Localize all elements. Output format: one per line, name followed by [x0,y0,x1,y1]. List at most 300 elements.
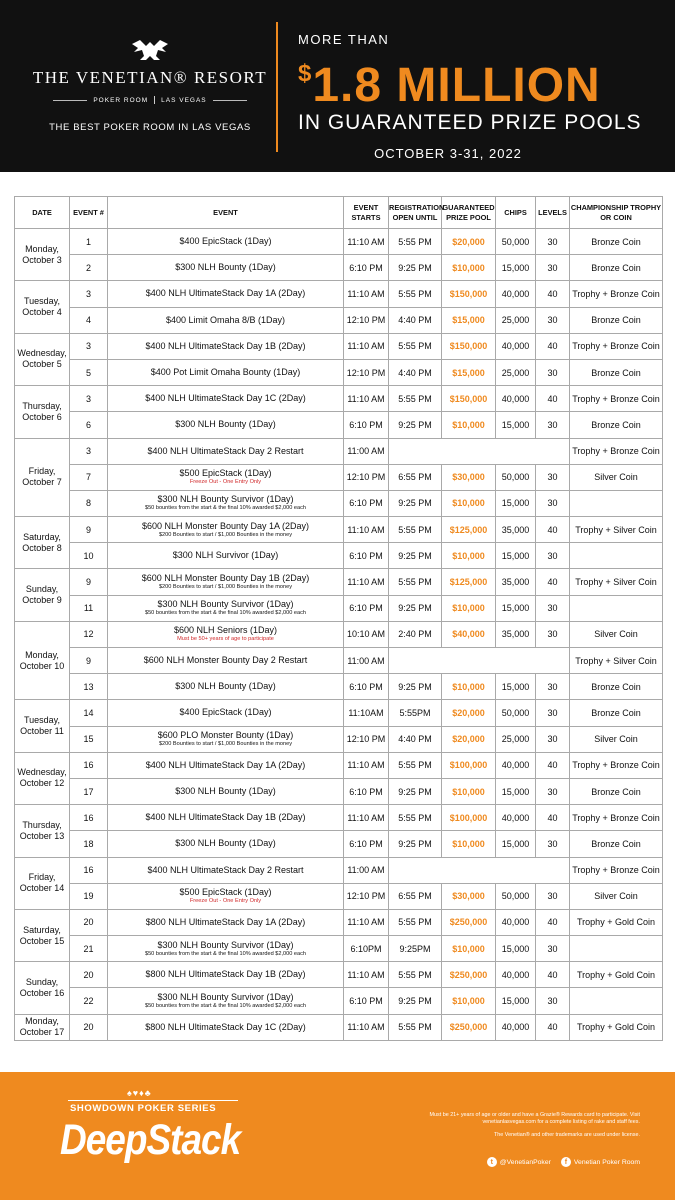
event-start-cell: 6:10 PM [344,674,389,700]
chips-cell: 35,000 [496,621,536,647]
levels-cell: 40 [536,333,570,359]
twitter-handle: @VenetianPoker [499,1158,551,1166]
registration-cell: 4:40 PM [389,307,442,333]
facebook-link[interactable] [561,1157,640,1167]
chips-cell: 40,000 [496,333,536,359]
deepstack-logo: DeepStack [60,1116,241,1164]
event-number-cell: 17 [70,778,108,804]
levels-cell: 30 [536,700,570,726]
trophy-cell: Silver Coin [570,883,663,909]
prize-pool-cell: $15,000 [442,307,496,333]
event-name: $300 NLH Bounty (1Day) [175,419,276,430]
event-number-cell: 7 [70,464,108,490]
chips-cell: 40,000 [496,805,536,831]
prize-pool-cell: $100,000 [442,805,496,831]
promo-block [298,32,658,161]
twitter-icon: t [487,1157,497,1167]
levels-cell: 30 [536,988,570,1014]
col-header-date: DATE [15,197,70,229]
table-row [15,333,663,359]
table-row [15,386,663,412]
col-header-starts: EVENT STARTS [344,197,389,229]
event-name-cell [108,255,344,281]
divider [68,1100,238,1101]
orange-divider [276,22,278,152]
date-cell: Saturday, October 15 [15,909,70,961]
table-row [15,936,663,962]
prize-pool-cell: $20,000 [442,726,496,752]
chips-cell: 35,000 [496,517,536,543]
prize-pool-cell: $10,000 [442,595,496,621]
trophy-cell: Trophy + Bronze Coin [570,333,663,359]
event-note: $50 bounties from the start & the final 10% awarded $2,000 each [144,610,307,617]
event-number-cell: 20 [70,962,108,988]
event-start-cell: 11:10 AM [344,229,389,255]
chips-cell: 15,000 [496,490,536,516]
event-note: $50 bounties from the start & the final 10% awarded $2,000 each [144,1003,307,1010]
table-row [15,359,663,385]
trophy-cell: Trophy + Bronze Coin [570,752,663,778]
footer-banner [0,1072,675,1200]
registration-cell: 5:55 PM [389,909,442,935]
date-cell: Monday, October 17 [15,1014,70,1040]
col-header-event-num: EVENT # [70,197,108,229]
registration-cell: 5:55 PM [389,805,442,831]
event-name-cell [108,229,344,255]
trophy-cell [570,490,663,516]
trophy-cell: Bronze Coin [570,700,663,726]
event-note: Freeze Out - One Entry Only [189,479,262,486]
levels-cell: 30 [536,595,570,621]
promo-amount-value: 1.8 MILLION [312,59,601,112]
prize-pool-cell: $250,000 [442,909,496,935]
prize-pool-cell: $10,000 [442,412,496,438]
levels-cell: 30 [536,543,570,569]
registration-cell: 4:40 PM [389,726,442,752]
levels-cell: 30 [536,255,570,281]
chips-cell: 50,000 [496,229,536,255]
event-number-cell: 5 [70,359,108,385]
event-name-cell [108,621,344,647]
trophy-cell: Silver Coin [570,726,663,752]
event-start-cell: 6:10 PM [344,831,389,857]
trophy-cell: Trophy + Silver Coin [570,569,663,595]
event-name: $300 NLH Bounty (1Day) [175,838,276,849]
col-header-trophy: CHAMPIONSHIP TROPHY OR COIN [570,197,663,229]
event-name-cell [108,700,344,726]
levels-cell: 30 [536,490,570,516]
registration-cell: 9:25 PM [389,595,442,621]
event-name: $400 NLH UltimateStack Day 1A (2Day) [145,288,306,299]
prize-pool-cell: $250,000 [442,962,496,988]
schedule-table [14,196,663,1041]
event-start-cell: 6:10 PM [344,595,389,621]
trophy-cell: Bronze Coin [570,412,663,438]
event-name: $600 NLH Monster Bounty Day 1B (2Day) [141,573,310,584]
date-cell: Friday, October 14 [15,857,70,909]
col-header-prize: GUARANTEED PRIZE POOL [442,197,496,229]
col-header-chips: CHIPS [496,197,536,229]
registration-cell: 9:25 PM [389,778,442,804]
registration-cell: 9:25 PM [389,543,442,569]
event-name-cell [108,386,344,412]
event-number-cell: 16 [70,805,108,831]
prize-pool-cell: $125,000 [442,569,496,595]
event-number-cell: 14 [70,700,108,726]
registration-cell: 9:25 PM [389,831,442,857]
prize-pool-cell: $30,000 [442,883,496,909]
event-name-cell [108,962,344,988]
event-start-cell: 11:00 AM [344,438,389,464]
levels-cell: 30 [536,778,570,804]
trophy-cell: Trophy + Bronze Coin [570,386,663,412]
event-name-cell [108,359,344,385]
event-start-cell: 11:10 AM [344,281,389,307]
event-note: $200 Bounties to start / $1,000 Bounties in the money [158,531,293,538]
event-name-cell [108,281,344,307]
table-row [15,490,663,516]
prize-pool-cell: $10,000 [442,831,496,857]
event-number-cell: 12 [70,621,108,647]
levels-cell: 40 [536,386,570,412]
event-number-cell: 9 [70,517,108,543]
event-name: $400 EpicStack (1Day) [179,236,272,247]
chips-cell: 15,000 [496,831,536,857]
table-row [15,962,663,988]
table-row [15,752,663,778]
chips-cell: 15,000 [496,412,536,438]
levels-cell: 30 [536,229,570,255]
promo-amount [298,49,658,111]
event-number-cell: 3 [70,281,108,307]
date-cell: Sunday, October 9 [15,569,70,621]
twitter-link[interactable] [487,1157,551,1167]
date-cell: Thursday, October 6 [15,386,70,438]
trophy-cell: Trophy + Bronze Coin [570,281,663,307]
registration-cell: 9:25 PM [389,255,442,281]
prize-pool-cell: $10,000 [442,988,496,1014]
table-row [15,412,663,438]
col-header-registration: REGISTRATION OPEN UNTIL [389,197,442,229]
event-note: Must be 50+ years of age to participate [177,636,274,643]
levels-cell: 40 [536,569,570,595]
promo-pools: IN GUARANTEED PRIZE POOLS [298,111,642,134]
date-cell: Friday, October 7 [15,438,70,517]
event-name-cell [108,648,344,674]
event-name: $400 Pot Limit Omaha Bounty (1Day) [150,367,301,378]
prize-pool-cell: $30,000 [442,464,496,490]
divider [53,100,87,101]
registration-cell: 5:55PM [389,700,442,726]
chips-cell: 35,000 [496,569,536,595]
registration-cell: 9:25PM [389,936,442,962]
event-start-cell: 11:10 AM [344,962,389,988]
divider [213,100,247,101]
col-header-event: EVENT [108,197,344,229]
date-cell: Sunday, October 16 [15,962,70,1014]
event-name-cell [108,831,344,857]
table-row [15,517,663,543]
event-name-cell [108,307,344,333]
table-row [15,648,663,674]
event-name: $300 NLH Bounty Survivor (1Day) [157,494,294,505]
prize-pool-cell: $150,000 [442,333,496,359]
levels-cell: 30 [536,621,570,647]
table-row [15,831,663,857]
trophy-cell [570,936,663,962]
winged-lion-icon [128,38,172,64]
event-name-cell [108,778,344,804]
registration-cell: 9:25 PM [389,490,442,516]
event-start-cell: 11:10 AM [344,909,389,935]
table-row [15,281,663,307]
event-name: $300 NLH Bounty Survivor (1Day) [157,599,294,610]
date-cell: Tuesday, October 11 [15,700,70,752]
card-suits-icon: ♠♥♦♣ [127,1088,152,1098]
schedule-body [15,229,663,1041]
registration-cell: 2:40 PM [389,621,442,647]
event-number-cell: 3 [70,333,108,359]
brand-name: THE VENETIAN® RESORT [32,68,268,87]
chips-cell: 40,000 [496,752,536,778]
event-start-cell: 12:10 PM [344,464,389,490]
event-number-cell: 4 [70,307,108,333]
trophy-cell: Bronze Coin [570,229,663,255]
registration-cell: 5:55 PM [389,333,442,359]
chips-cell: 15,000 [496,674,536,700]
chips-cell: 15,000 [496,543,536,569]
event-name: $400 EpicStack (1Day) [179,707,272,718]
prize-pool-cell: $150,000 [442,386,496,412]
chips-cell: 15,000 [496,936,536,962]
facebook-handle: Venetian Poker Room [573,1158,640,1166]
event-number-cell: 16 [70,752,108,778]
event-name: $300 NLH Bounty (1Day) [175,262,276,273]
chips-cell: 25,000 [496,726,536,752]
date-cell: Wednesday, October 5 [15,333,70,385]
event-start-cell: 6:10 PM [344,255,389,281]
table-row [15,438,663,464]
trophy-cell: Bronze Coin [570,674,663,700]
event-number-cell: 9 [70,648,108,674]
prize-pool-cell: $20,000 [442,229,496,255]
event-number-cell: 20 [70,1014,108,1040]
trophy-cell: Bronze Coin [570,831,663,857]
event-name-cell [108,490,344,516]
brand-sub-left: POKER ROOM [93,96,149,104]
event-note: Freeze Out - One Entry Only [189,898,262,905]
event-start-cell: 11:00 AM [344,857,389,883]
event-name: $600 PLO Monster Bounty (1Day) [157,730,294,741]
promo-currency: $ [298,60,313,87]
levels-cell: 30 [536,307,570,333]
series-title: SHOWDOWN POKER SERIES [70,1103,217,1114]
event-start-cell: 11:10 AM [344,1014,389,1040]
trophy-cell: Trophy + Gold Coin [570,1014,663,1040]
event-number-cell: 8 [70,490,108,516]
levels-cell: 30 [536,726,570,752]
event-name: $400 NLH UltimateStack Day 1A (2Day) [145,759,306,770]
registration-cell: 5:55 PM [389,752,442,778]
event-name: $300 NLH Bounty (1Day) [175,681,276,692]
levels-cell: 40 [536,805,570,831]
prize-pool-cell: $100,000 [442,752,496,778]
event-start-cell: 6:10 PM [344,490,389,516]
chips-cell: 15,000 [496,595,536,621]
event-name-cell [108,883,344,909]
registration-cell: 5:55 PM [389,517,442,543]
event-name-cell [108,726,344,752]
event-name-cell [108,412,344,438]
registration-cell: 5:55 PM [389,229,442,255]
event-number-cell: 3 [70,386,108,412]
levels-cell: 30 [536,464,570,490]
levels-cell: 30 [536,936,570,962]
table-row [15,726,663,752]
event-name-cell [108,543,344,569]
event-start-cell: 11:10 AM [344,805,389,831]
date-cell: Thursday, October 13 [15,805,70,857]
event-name: $800 NLH UltimateStack Day 1B (2Day) [145,969,306,980]
registration-cell: 6:55 PM [389,883,442,909]
fine-print-eligibility: Must be 21+ years of age or older and have a Grazie® Rewards card to participate. Visit venetianlasvegas.com for a complete listing of rake and staff fees. [429,1112,640,1125]
event-number-cell: 6 [70,412,108,438]
event-name-cell [108,936,344,962]
restart-blank-cell [389,438,570,464]
event-name: $300 NLH Bounty (1Day) [175,786,276,797]
event-name-cell [108,569,344,595]
event-number-cell: 16 [70,857,108,883]
event-name: $300 NLH Bounty Survivor (1Day) [157,939,294,950]
date-cell: Tuesday, October 4 [15,281,70,333]
trophy-cell: Bronze Coin [570,307,663,333]
trophy-cell [570,543,663,569]
levels-cell: 40 [536,517,570,543]
event-name: $600 NLH Monster Bounty Day 1A (2Day) [141,520,310,531]
table-row [15,988,663,1014]
event-name-cell [108,438,344,464]
col-header-levels: LEVELS [536,197,570,229]
trophy-cell: Trophy + Gold Coin [570,962,663,988]
event-start-cell: 6:10 PM [344,412,389,438]
facebook-icon: f [561,1157,571,1167]
chips-cell: 15,000 [496,255,536,281]
levels-cell: 40 [536,909,570,935]
trophy-cell: Silver Coin [570,464,663,490]
table-row [15,569,663,595]
event-name: $500 EpicStack (1Day) [179,887,272,898]
promo-more-than: MORE THAN [298,32,390,47]
chips-cell: 50,000 [496,464,536,490]
event-note: $200 Bounties to start / $1,000 Bounties in the money [158,584,293,591]
registration-cell: 9:25 PM [389,412,442,438]
chips-cell: 25,000 [496,359,536,385]
prize-pool-cell: $10,000 [442,778,496,804]
event-name: $400 NLH UltimateStack Day 2 Restart [147,864,304,875]
event-number-cell: 3 [70,438,108,464]
chips-cell: 40,000 [496,386,536,412]
event-start-cell: 12:10 PM [344,307,389,333]
event-number-cell: 21 [70,936,108,962]
trophy-cell: Bronze Coin [570,778,663,804]
event-name: $400 NLH UltimateStack Day 2 Restart [147,445,304,456]
date-cell: Monday, October 3 [15,229,70,281]
fine-print-trademark: The Venetian® and other trademarks are used under license. [493,1132,640,1138]
prize-pool-cell: $20,000 [442,700,496,726]
table-row [15,255,663,281]
prize-pool-cell: $10,000 [442,255,496,281]
event-name-cell [108,988,344,1014]
levels-cell: 40 [536,1014,570,1040]
prize-pool-cell: $250,000 [442,1014,496,1040]
event-number-cell: 11 [70,595,108,621]
event-number-cell: 13 [70,674,108,700]
event-number-cell: 19 [70,883,108,909]
levels-cell: 40 [536,962,570,988]
event-number-cell: 2 [70,255,108,281]
event-name: $600 NLH Seniors (1Day) [173,625,278,636]
event-name: $800 NLH UltimateStack Day 1A (2Day) [145,916,306,927]
event-name-cell [108,857,344,883]
event-name: $500 EpicStack (1Day) [179,468,272,479]
table-row [15,543,663,569]
table-row [15,229,663,255]
chips-cell: 40,000 [496,1014,536,1040]
event-name: $400 Limit Omaha 8/B (1Day) [165,314,286,325]
trophy-cell: Bronze Coin [570,359,663,385]
event-note: $50 bounties from the start & the final 10% awarded $2,000 each [144,950,307,957]
table-row [15,857,663,883]
event-name-cell [108,333,344,359]
registration-cell: 9:25 PM [389,988,442,1014]
chips-cell: 50,000 [496,883,536,909]
chips-cell: 15,000 [496,778,536,804]
event-number-cell: 15 [70,726,108,752]
event-name-cell [108,674,344,700]
table-row [15,778,663,804]
levels-cell: 30 [536,359,570,385]
chips-cell: 15,000 [496,988,536,1014]
event-number-cell: 18 [70,831,108,857]
registration-cell: 5:55 PM [389,962,442,988]
registration-cell: 5:55 PM [389,569,442,595]
event-number-cell: 10 [70,543,108,569]
event-start-cell: 11:10 AM [344,569,389,595]
registration-cell: 4:40 PM [389,359,442,385]
divider [154,96,155,104]
event-start-cell: 6:10 PM [344,778,389,804]
table-row [15,307,663,333]
event-name: $600 NLH Monster Bounty Day 2 Restart [143,655,308,666]
event-name: $400 NLH UltimateStack Day 1C (2Day) [145,393,306,404]
brand-subline [30,96,270,104]
event-start-cell: 12:10 PM [344,726,389,752]
trophy-cell: Trophy + Bronze Coin [570,438,663,464]
prize-pool-cell: $10,000 [442,674,496,700]
event-number-cell: 1 [70,229,108,255]
table-row [15,909,663,935]
trophy-cell: Bronze Coin [570,255,663,281]
levels-cell: 30 [536,674,570,700]
chips-cell: 40,000 [496,909,536,935]
trophy-cell: Silver Coin [570,621,663,647]
trophy-cell [570,988,663,1014]
header-banner [0,0,675,172]
table-row [15,674,663,700]
event-name-cell [108,595,344,621]
prize-pool-cell: $10,000 [442,936,496,962]
prize-pool-cell: $10,000 [442,490,496,516]
